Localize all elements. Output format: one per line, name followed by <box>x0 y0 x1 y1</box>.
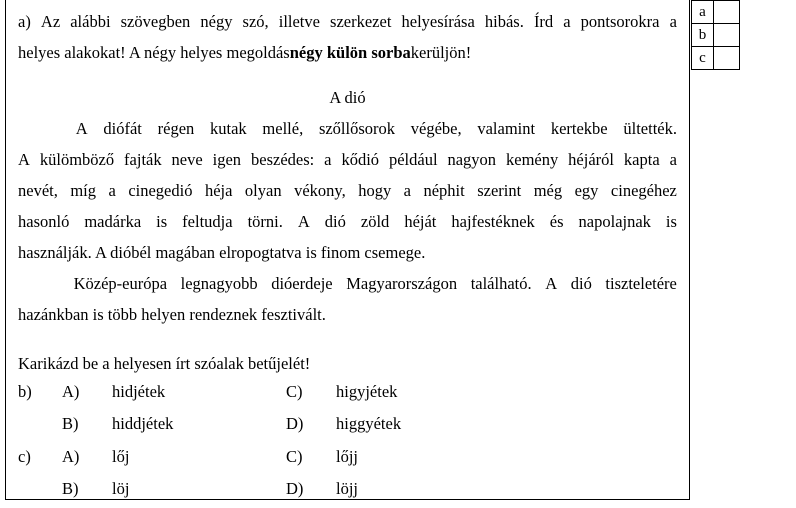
word: cinegéhez <box>610 181 677 200</box>
story-paragraph-2-line-2: hazánkban is több helyen rendeznek fesztivált. <box>18 305 326 324</box>
word: egy <box>574 181 599 200</box>
mc-b-option-c-letter[interactable]: C) <box>286 382 303 401</box>
word: kődió <box>341 150 380 169</box>
word: héját <box>404 212 437 231</box>
word: Közép-európa <box>73 274 168 293</box>
task-a-line2-emphasis: négy külön sorba <box>289 43 411 62</box>
mc-c-row-2 <box>18 473 658 505</box>
word: A <box>18 150 30 169</box>
mc-c-row-1 <box>18 441 658 473</box>
word: végébe, <box>410 119 462 138</box>
word: dió <box>570 274 592 293</box>
word: míg <box>70 181 97 200</box>
word: a <box>669 12 677 31</box>
word: a <box>669 150 677 169</box>
word: fajták <box>124 150 162 169</box>
mc-c-option-d-text[interactable]: löjj <box>336 479 359 498</box>
score-table-body <box>692 1 740 70</box>
mc-c-option-b-text[interactable]: löj <box>112 479 130 498</box>
mc-b-option-b-letter[interactable]: B) <box>62 414 79 433</box>
word: Az <box>40 12 61 31</box>
word: a <box>563 12 571 31</box>
exercise-frame <box>5 0 690 500</box>
word: kutak <box>210 119 247 138</box>
story-paragraph-2 <box>18 268 677 330</box>
word: valamint <box>477 119 536 138</box>
word: neve <box>171 150 203 169</box>
word: nagyon <box>447 150 497 169</box>
word: diófát <box>103 119 142 138</box>
word: madárka <box>84 212 142 231</box>
score-table-row <box>692 24 740 47</box>
word: héja <box>204 181 233 200</box>
word: hibás. <box>484 12 524 31</box>
word: dióerdeje <box>271 274 333 293</box>
word: igen <box>212 150 242 169</box>
score-row-label-c: c <box>692 47 714 70</box>
word: illetve <box>278 12 320 31</box>
mc-c-option-b-letter[interactable]: B) <box>62 479 79 498</box>
mc-b-option-c-text[interactable]: higyjétek <box>336 382 398 401</box>
word: nevét, <box>18 181 58 200</box>
word: a <box>324 150 332 169</box>
mc-c-option-a-letter[interactable]: A) <box>62 447 80 466</box>
word: szerkezet <box>330 12 392 31</box>
word: kertekbe <box>550 119 608 138</box>
score-row-label-b: b <box>692 24 714 47</box>
word: szó, <box>242 12 269 31</box>
word: törni. <box>247 212 283 231</box>
word: dió <box>324 212 346 231</box>
story-paragraph-2-line-1 <box>18 268 677 299</box>
word: zöld <box>360 212 390 231</box>
word: négy <box>200 12 233 31</box>
word: külömböző <box>39 150 115 169</box>
word: kapta <box>623 150 660 169</box>
task-a-instruction-line2 <box>18 37 677 68</box>
word: kemény <box>506 150 559 169</box>
mc-b-question-label: b) <box>18 382 32 401</box>
word: szövegben <box>120 12 191 31</box>
word: még <box>533 181 563 200</box>
mc-b-option-a-letter[interactable]: A) <box>62 382 80 401</box>
word: Magyarországon <box>346 274 458 293</box>
story-paragraph-1-line-2 <box>18 144 677 175</box>
word: vékony, <box>294 181 346 200</box>
word: napolajnak <box>578 212 651 231</box>
word: található. <box>470 274 532 293</box>
word: a) <box>18 12 31 31</box>
word: olyan <box>244 181 282 200</box>
word: hajfestéknek <box>451 212 535 231</box>
word: a <box>403 181 411 200</box>
word: is <box>156 212 168 231</box>
story-paragraph-1-line-3 <box>18 175 677 206</box>
task-a-instruction-line1 <box>18 6 677 37</box>
mc-b-row-1 <box>18 376 658 408</box>
score-row-value-b[interactable] <box>714 24 740 47</box>
mc-c-option-d-letter[interactable]: D) <box>286 479 304 498</box>
circle-instruction: Karikázd be a helyesen írt szóalak betűjelét! <box>18 354 311 373</box>
score-table-row <box>692 1 740 24</box>
mc-b-option-d-letter[interactable]: D) <box>286 414 304 433</box>
word: szőllősorok <box>318 119 396 138</box>
story-paragraph-1 <box>18 113 677 268</box>
story-paragraph-1-line-1 <box>18 113 677 144</box>
word: alábbi <box>70 12 111 31</box>
word: szerint <box>477 181 522 200</box>
story-paragraph-1-line-4 <box>18 206 677 237</box>
mc-b-row-2 <box>18 408 658 440</box>
mc-b-option-a-text[interactable]: hidjétek <box>112 382 166 401</box>
mc-b-option-d-text[interactable]: higgyétek <box>336 414 402 433</box>
multiple-choice-b <box>18 376 658 440</box>
mc-b-option-b-text[interactable]: hiddjétek <box>112 414 174 433</box>
word: Írd <box>533 12 554 31</box>
story-title: A dió <box>329 88 366 107</box>
score-row-label-a: a <box>692 1 714 24</box>
word: A <box>297 212 310 231</box>
word: a <box>108 181 116 200</box>
word: hasonló <box>18 212 70 231</box>
story-paragraph-1-line-5: használják. A dióbél magában elropogtatva is finom csemege. <box>18 243 426 262</box>
mc-c-option-c-text[interactable]: lőjj <box>336 447 359 466</box>
score-row-value-a[interactable] <box>714 1 740 24</box>
word: beszédes: <box>251 150 315 169</box>
mc-c-question-label: c) <box>18 447 31 466</box>
word: mellé, <box>262 119 304 138</box>
word: A <box>75 119 88 138</box>
task-a-line2-plain-end: kerüljön! <box>410 43 472 62</box>
task-a-instruction <box>18 6 677 68</box>
word: is <box>665 212 677 231</box>
score-table <box>691 0 740 70</box>
mc-c-option-a-text[interactable]: lőj <box>112 447 130 466</box>
word: hogy <box>358 181 392 200</box>
word: és <box>549 212 564 231</box>
paragraph-indent <box>18 268 60 299</box>
task-a-line2-plain-start: helyes alakokat! A négy helyes megoldás <box>18 43 290 62</box>
mc-c-option-c-letter[interactable]: C) <box>286 447 303 466</box>
score-row-value-c[interactable] <box>714 47 740 70</box>
word: néphit <box>423 181 465 200</box>
word: tiszteletére <box>605 274 677 293</box>
score-table-row <box>692 47 740 70</box>
paragraph-indent <box>18 113 60 144</box>
word: régen <box>157 119 195 138</box>
word: például <box>388 150 438 169</box>
word: legnagyobb <box>180 274 258 293</box>
word: héjáról <box>568 150 614 169</box>
word: feltudja <box>182 212 233 231</box>
multiple-choice-c <box>18 441 658 505</box>
word: pontsorokra <box>580 12 660 31</box>
word: helyesírása <box>401 12 475 31</box>
word: ültették. <box>623 119 677 138</box>
word: cinegedió <box>128 181 193 200</box>
word: A <box>545 274 558 293</box>
